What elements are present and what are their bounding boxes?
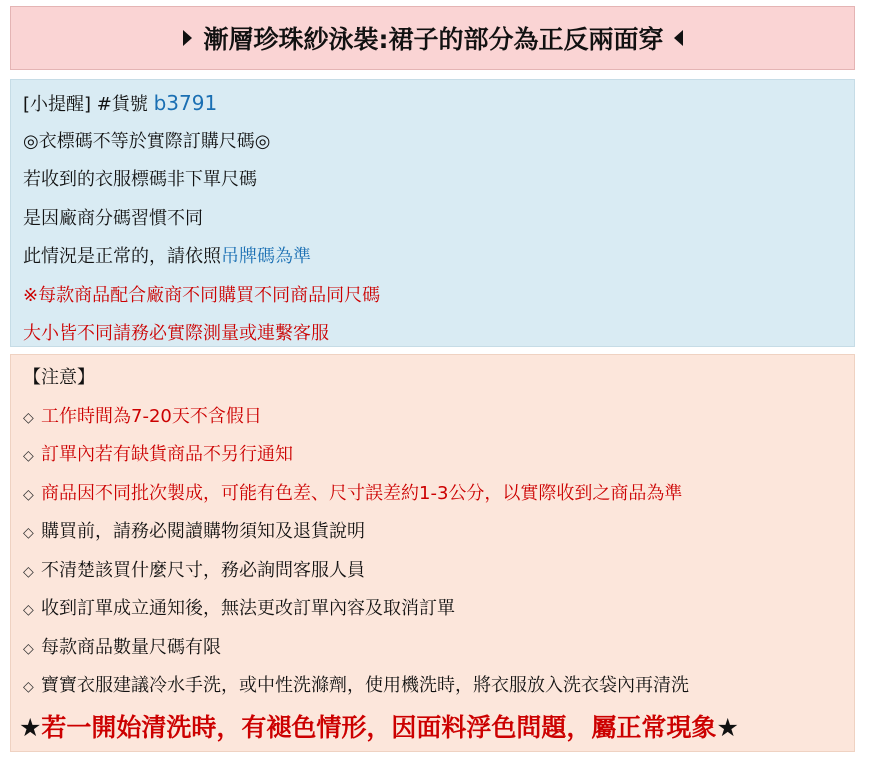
diamond-bullet-icon: ◇ [23,602,34,618]
title-banner [10,6,855,70]
notice-item [23,629,844,668]
notice-item [23,513,844,552]
warning-line: ※每款商品配合廠商不同購買不同商品同尺碼 [23,284,381,306]
diamond-bullet-icon: ◇ [23,409,34,426]
diamond-bullet-icon: ◇ [23,486,34,503]
notice-heading: 【注意】 [23,367,95,388]
normal-note-line [23,238,842,277]
star-icon: ★ [716,712,739,742]
info-line: 是因廠商分碼習慣不同 [23,207,203,229]
notice-item-text: 寶寶衣服建議冷水手洗，或中性洗滌劑，使用機洗時，將衣服放入洗衣袋內再清洗 [41,675,689,696]
diamond-bullet-icon: ◇ [23,679,34,695]
washing-warning [19,706,844,750]
item-number: b3791 [153,91,218,115]
info-line: ◎衣標碼不等於實際訂購尺碼◎ [23,130,271,152]
notice-item [23,552,844,591]
page-title: 漸層珍珠紗泳裝:裙子的部分為正反兩面穿 [203,25,664,54]
notice-item-text: 工作時間為7-20天不含假日 [41,405,262,427]
notice-item-text: 收到訂單成立通知後，無法更改訂單內容及取消訂單 [41,598,455,619]
notice-item [23,398,844,437]
notice-item-text: 購買前，請務必閱讀購物須知及退貨說明 [41,521,365,542]
notice-item [23,590,844,629]
notice-item-text: 訂單內若有缺貨商品不另行通知 [41,444,293,465]
star-icon: ★ [19,712,42,742]
notice-item [23,667,844,706]
info-line: 若收到的衣服標碼非下單尺碼 [23,169,257,190]
triangle-right-icon [183,30,192,46]
triangle-left-icon [674,30,683,46]
diamond-bullet-icon: ◇ [23,525,34,541]
washing-warning-text: 若一開始清洗時，有褪色情形，因面料浮色問題，屬正常現象 [41,712,717,742]
reminder-label: [小提醒] [23,94,92,115]
diamond-bullet-icon: ◇ [23,563,34,580]
notice-item-text: 商品因不同批次製成，可能有色差、尺寸誤差約1-3公分，以實際收到之商品為準 [41,482,683,504]
item-no-label: #貨號 [96,94,148,115]
diamond-bullet-icon: ◇ [23,448,34,464]
tag-size-highlight: 吊牌碼為準 [221,246,311,267]
notice-panel [10,354,855,752]
warning-line: 大小皆不同請務必實際測量或連繫客服 [23,323,329,344]
size-info-panel [10,79,855,347]
notice-item [23,436,844,475]
diamond-bullet-icon: ◇ [23,640,34,657]
notice-item-text: 每款商品數量尺碼有限 [41,636,221,658]
item-number-line [23,84,842,123]
notice-item-text: 不清楚該買什麼尺寸，務必詢問客服人員 [41,559,365,581]
normal-note-prefix: 此情況是正常的，請依照 [23,246,221,267]
notice-item [23,475,844,514]
